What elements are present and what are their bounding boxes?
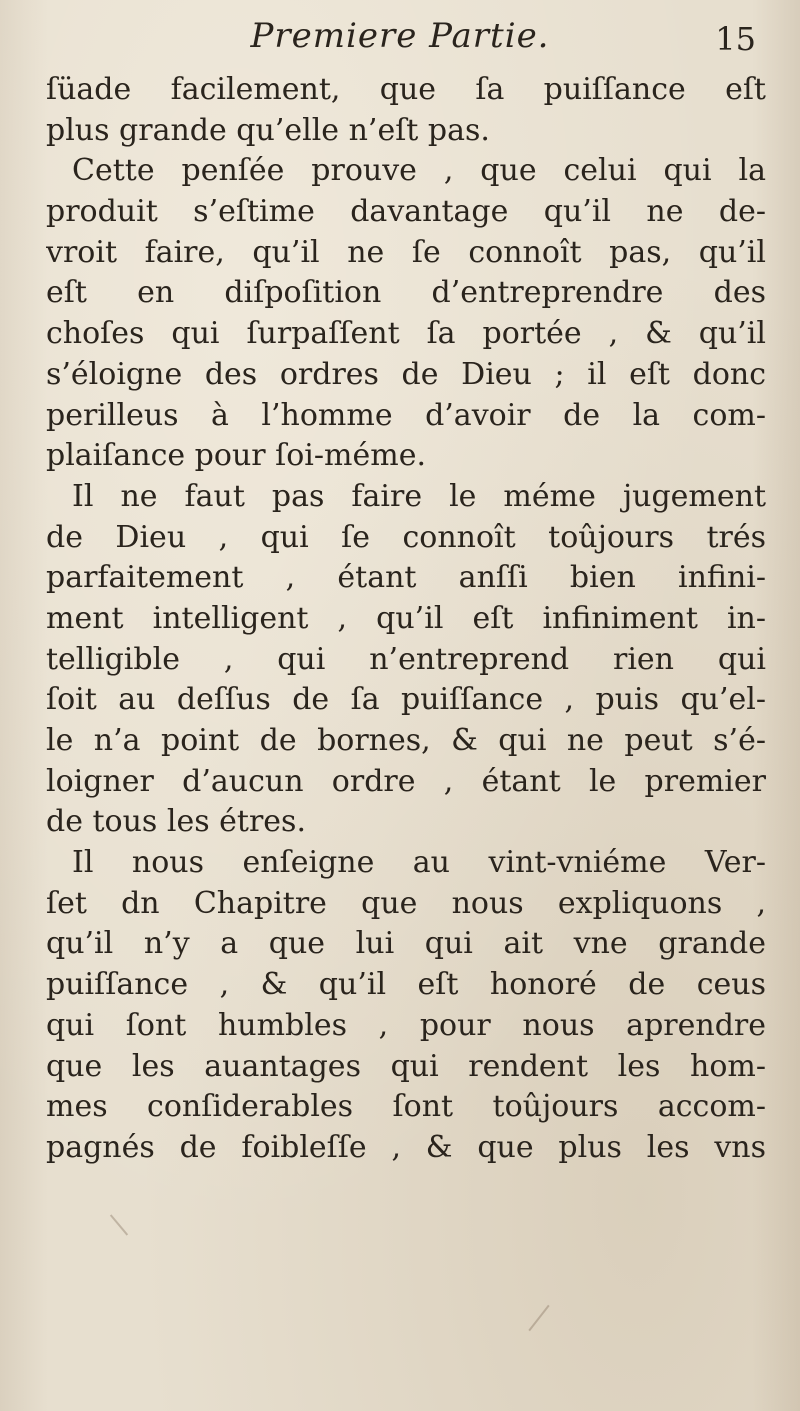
text-line: perilleus à l’homme d’avoir de la com- [46, 397, 766, 433]
text-line: ſet dn Chapitre que nous expliquons , [46, 885, 766, 921]
text-line: plus grande qu’elle n’eſt pas. [46, 112, 490, 148]
text-line: puiſſance , & qu’il eſt honoré de ceus [46, 967, 766, 1003]
text-line: vroit faire, qu’il ne ſe connoît pas, qu’il [46, 234, 766, 270]
text-line: le n’a point de bornes, & qui ne peut s’é- [46, 723, 766, 758]
text-line: Il nous enſeigne au vint-vniéme Ver- [72, 845, 766, 881]
text-line: mes conſiderables ſont toûjours accom- [46, 1089, 766, 1125]
text-line: qui ſont humbles , pour nous aprendre [46, 1007, 766, 1043]
text-line: de Dieu , qui ſe connoît toûjours trés [46, 519, 766, 555]
text-line: s’éloigne des ordres de Dieu ; il eſt donc [46, 356, 766, 392]
paper-mark [528, 1305, 549, 1331]
text-line: loigner d’aucun ordre , étant le premier [46, 763, 766, 799]
text-line: ſüade facilement, que ſa puiſſance eſt [46, 72, 766, 107]
text-line: telligible , qui n’entreprend rien qui [46, 641, 766, 677]
text-line: ſoit au deſſus de ſa puiſſance , puis qu’el- [46, 682, 766, 718]
text-line: eſt en diſpoſition d’entreprendre des [46, 275, 766, 311]
text-line: qu’il n’y a que lui qui ait vne grande [46, 926, 766, 962]
text-line: Cette penſée prouve , que celui qui la [72, 153, 766, 189]
body-text [46, 70, 766, 1169]
text-line: ment intelligent , qu’il eſt infiniment in- [46, 600, 766, 636]
text-line: Il ne faut pas faire le méme jugement [72, 478, 766, 514]
text-line: plaiſance pour ſoi-méme. [46, 438, 426, 474]
text-line: parfaitement , étant anſſi bien infini- [46, 560, 766, 596]
paper-mark [110, 1214, 128, 1235]
text-line: choſes qui ſurpaſſent ſa portée , & qu’il [46, 316, 766, 352]
text-line: produit s’eſtime davantage qu’il ne de- [46, 194, 766, 230]
running-head [0, 16, 800, 62]
text-line: de tous les étres. [46, 804, 306, 840]
page-number: 15 [715, 20, 756, 58]
text-line: que les auantages qui rendent les hom- [46, 1048, 766, 1084]
running-title: Premiere Partie. [250, 16, 550, 56]
text-line: pagnés de foibleſſe , & que plus les vns [46, 1129, 766, 1165]
